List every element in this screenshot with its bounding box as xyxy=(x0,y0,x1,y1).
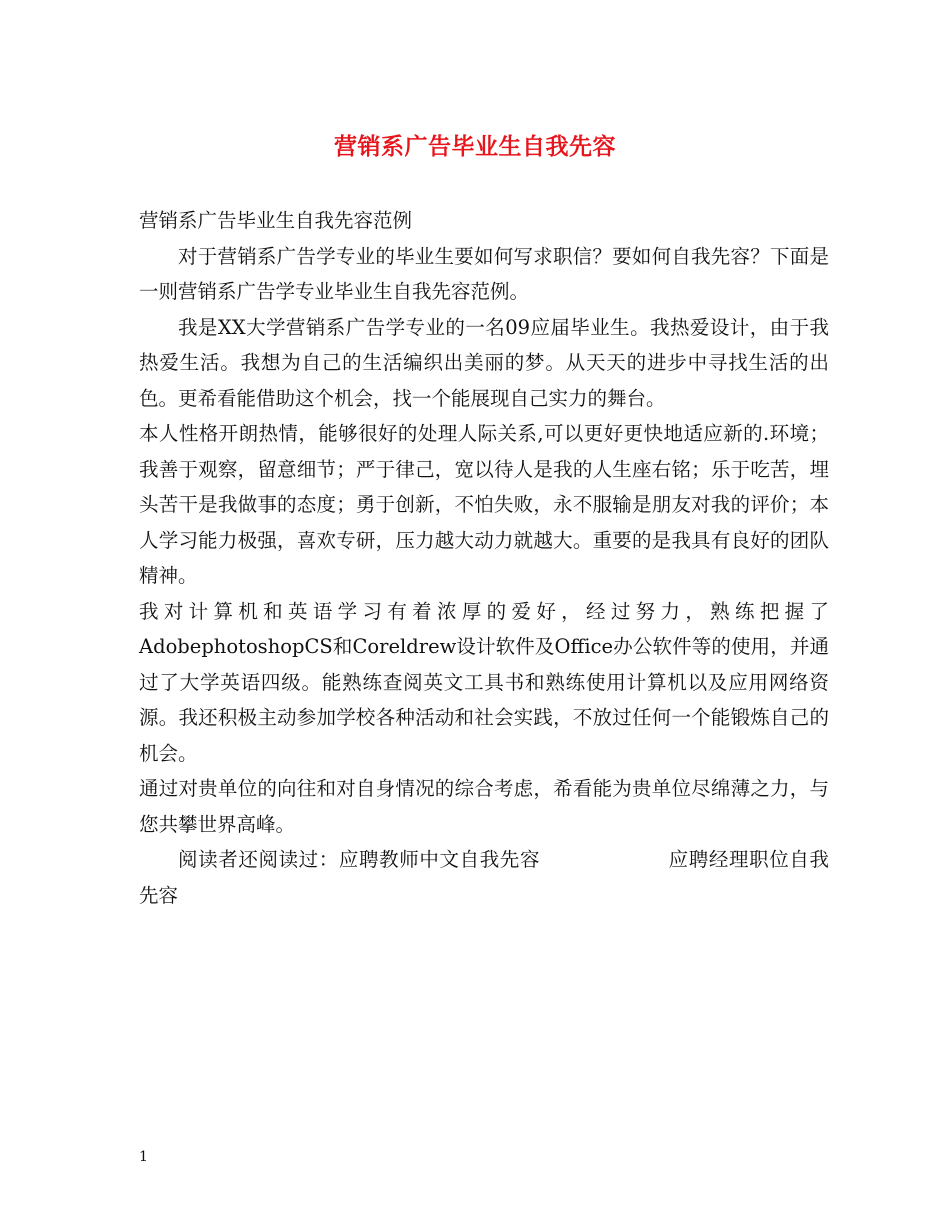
intro-paragraph: 对于营销系广告学专业的毕业生要如何写求职信？要如何自我先容？下面是一则营销系广告学专业毕业生自我先容范例。 xyxy=(139,244,829,303)
related-link[interactable]: 应聘经理职位自我先容 xyxy=(139,848,829,907)
related-reading xyxy=(139,842,829,913)
skills-paragraph: 我对计算机和英语学习有着浓厚的爱好，经过努力，熟练把握了AdobephotoshopCS和Coreldrew设计软件及Office办公软件等的使用，并通过了大学英语四级。能熟练查阅英文工具书和熟练使用计算机以及应用网络资源。我还积极主动参加学校各种活动和社会实践，不放过任何一个能锻炼自己的机会。 xyxy=(139,599,829,765)
document-body xyxy=(139,203,829,913)
subtitle: 营销系广告毕业生自我先容范例 xyxy=(139,209,413,232)
related-link[interactable]: 应聘教师中文自我先容 xyxy=(338,848,541,871)
related-label: 阅读者还阅读过： xyxy=(178,848,339,871)
self-intro-paragraph: 我是XX大学营销系广告学专业的一名09应届毕业生。我热爱设计，由于我热爱生活。我想为自己的生活编织出美丽的梦。从天天的进步中寻找生活的出色。更希看能借助这个机会，找一个能展现自己实力的舞台。 xyxy=(139,315,829,410)
page-number: 1 xyxy=(139,1149,148,1165)
document-title: 营销系广告毕业生自我先容 xyxy=(334,133,616,160)
closing-paragraph: 通过对贵单位的向往和对自身情况的综合考虑，希看能为贵单位尽绵薄之力，与您共攀世界高峰。 xyxy=(139,777,829,836)
personality-paragraph: 本人性格开朗热情，能够很好的处理人际关系,可以更好更快地适应新的.环境；我善于观察，留意细节；严于律己，宽以待人是我的人生座右铭；乐于吃苦，埋头苦干是我做事的态度；勇于创新，不怕失败，永不服输是朋友对我的评价；本人学习能力极强，喜欢专研，压力越大动力就越大。重要的是我具有良好的团队精神。 xyxy=(139,422,829,587)
